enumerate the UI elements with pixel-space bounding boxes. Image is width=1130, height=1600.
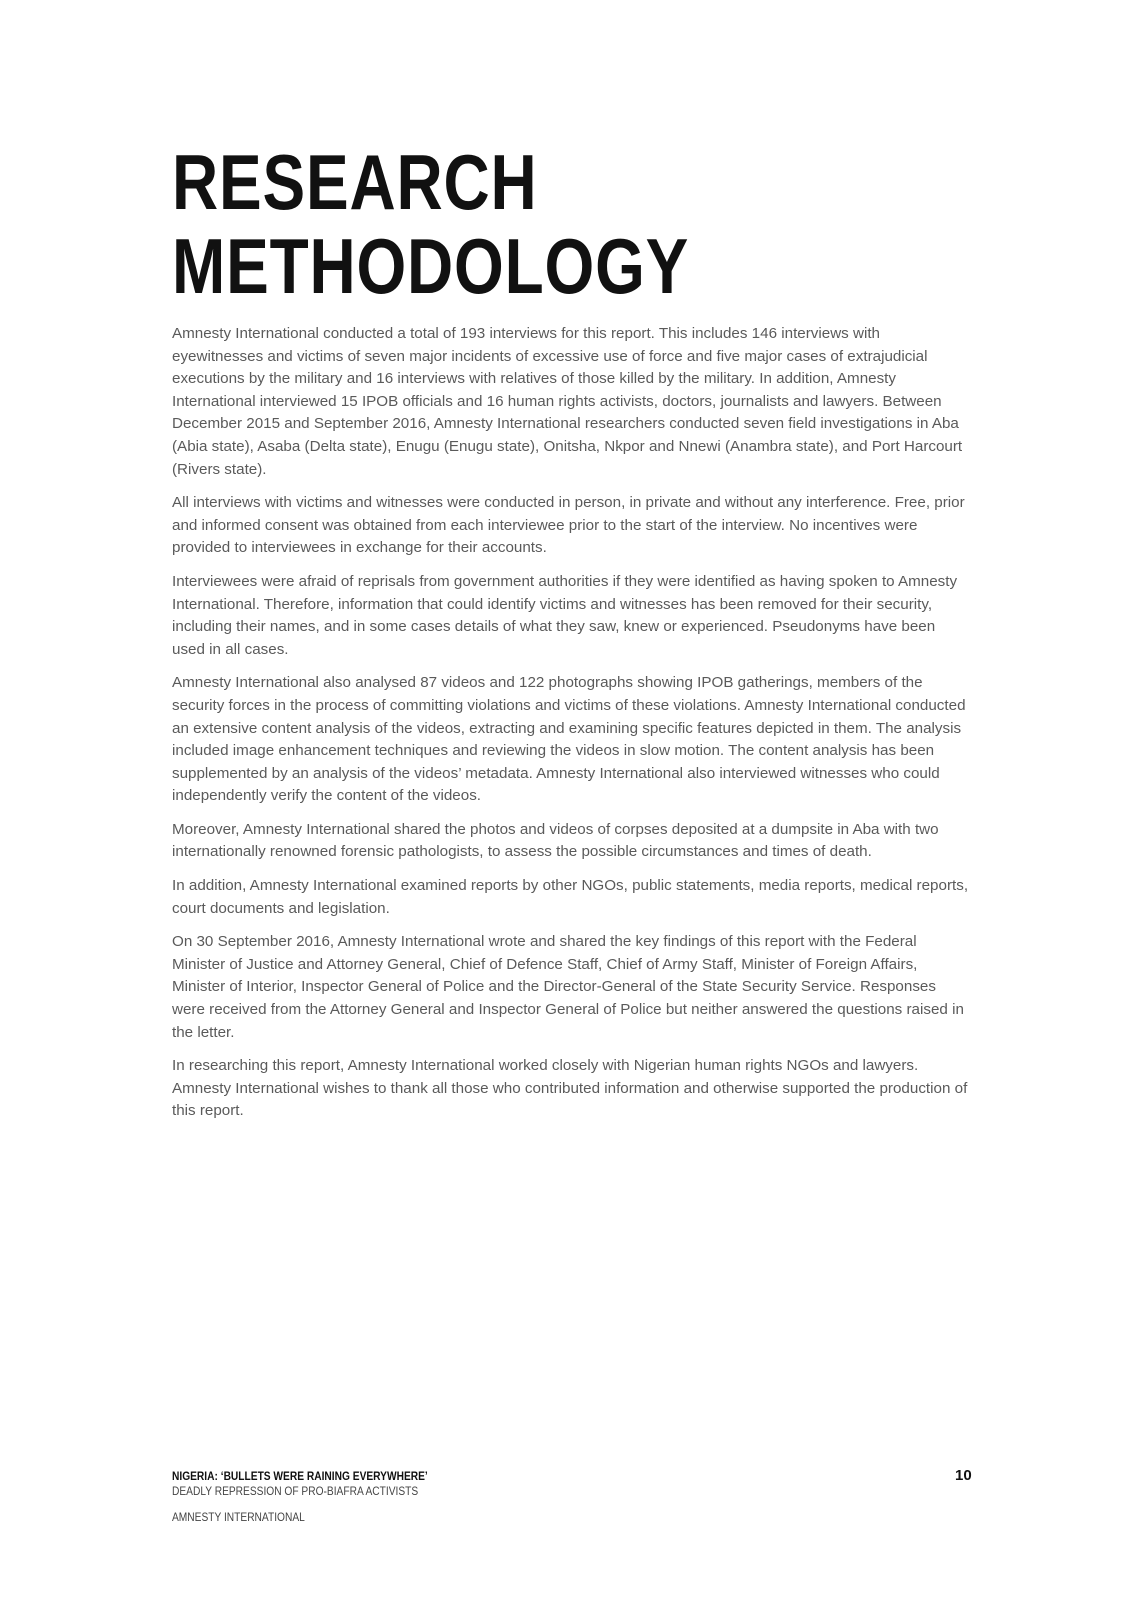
- paragraph-government-letter: On 30 September 2016, Amnesty International wrote and shared the key findings of this report with the Federal Minister of Justice and Attorney General, Chief of Defence Staff, Chief of Army Staff, Minister of Foreign Affairs, Minister of Interior, Inspector General of Police and the Director-General of the State Security Service. Responses were received from the Attorney General and Inspector General of Police but neither answered the questions raised in the letter.: [172, 933, 964, 1041]
- paragraph-reprisals: Interviewees were afraid of reprisals from government authorities if they were identified as having spoken to Amnesty International. Therefore, information that could identify victims and witnesses has been removed for their security, including their names, and in some cases details of what they saw, knew or experienced. Pseudonyms have been used in all cases.: [172, 572, 958, 658]
- page-number: 10: [955, 1467, 972, 1484]
- footer-report-subtitle: DEADLY REPRESSION OF PRO-BIAFRA ACTIVISTS: [172, 1484, 419, 1498]
- page-title-line-2: METHODOLOGY: [172, 222, 690, 310]
- page-footer: [172, 1469, 428, 1525]
- footer-report-title: NIGERIA: ‘BULLETS WERE RAINING EVERYWHERE’: [172, 1469, 428, 1483]
- page-title: [172, 140, 689, 308]
- paragraph-acknowledgements: In researching this report, Amnesty International worked closely with Nigerian human rights NGOs and lawyers. Amnesty International wishes to thank all those who contributed information and otherwise supported the production of this report.: [172, 1057, 968, 1120]
- paragraph-consent: All interviews with victims and witnesses were conducted in person, in private and without any interference. Free, prior and informed consent was obtained from each interviewee prior to the start of the interview. No incentives were provided to interviewees in exchange for their accounts.: [172, 494, 965, 557]
- paragraph-interviews: Amnesty International conducted a total of 193 interviews for this report. This includes 146 interviews with eyewitnesses and victims of seven major incidents of excessive use of force and five major cases of extrajudicial executions by the military and 16 interviews with relatives of those killed by the military. In addition, Amnesty International interviewed 15 IPOB officials and 16 human rights activists, doctors, journalists and lawyers. Between December 2015 and September 2016, Amnesty International researchers conducted seven field investigations in Aba (Abia state), Asaba (Delta state), Enugu (Enugu state), Onitsha, Nkpor and Nnewi (Anambra state), and Port Harcourt (Rivers state).: [172, 325, 963, 478]
- footer-organization: AMNESTY INTERNATIONAL: [172, 1510, 305, 1524]
- body-text: [172, 323, 972, 1134]
- paragraph-reports: In addition, Amnesty International examined reports by other NGOs, public statements, media reports, medical reports, court documents and legislation.: [172, 877, 969, 917]
- paragraph-forensics: Moreover, Amnesty International shared the photos and videos of corpses deposited at a dumpsite in Aba with two internationally renowned forensic pathologists, to assess the possible circumstances and times of death.: [172, 820, 939, 861]
- page-title-line-1: RESEARCH: [172, 138, 538, 226]
- paragraph-video-analysis: Amnesty International also analysed 87 videos and 122 photographs showing IPOB gatherings, members of the security forces in the process of committing violations and victims of these violations. Amnesty International conducted an extensive content analysis of the videos, extracting and examining specific features depicted in them. The analysis included image enhancement techniques and reviewing the videos in slow motion. The content analysis has been supplemented by an analysis of the videos’ metadata. Amnesty International also interviewed witnesses who could independently verify the content of the videos.: [172, 674, 966, 805]
